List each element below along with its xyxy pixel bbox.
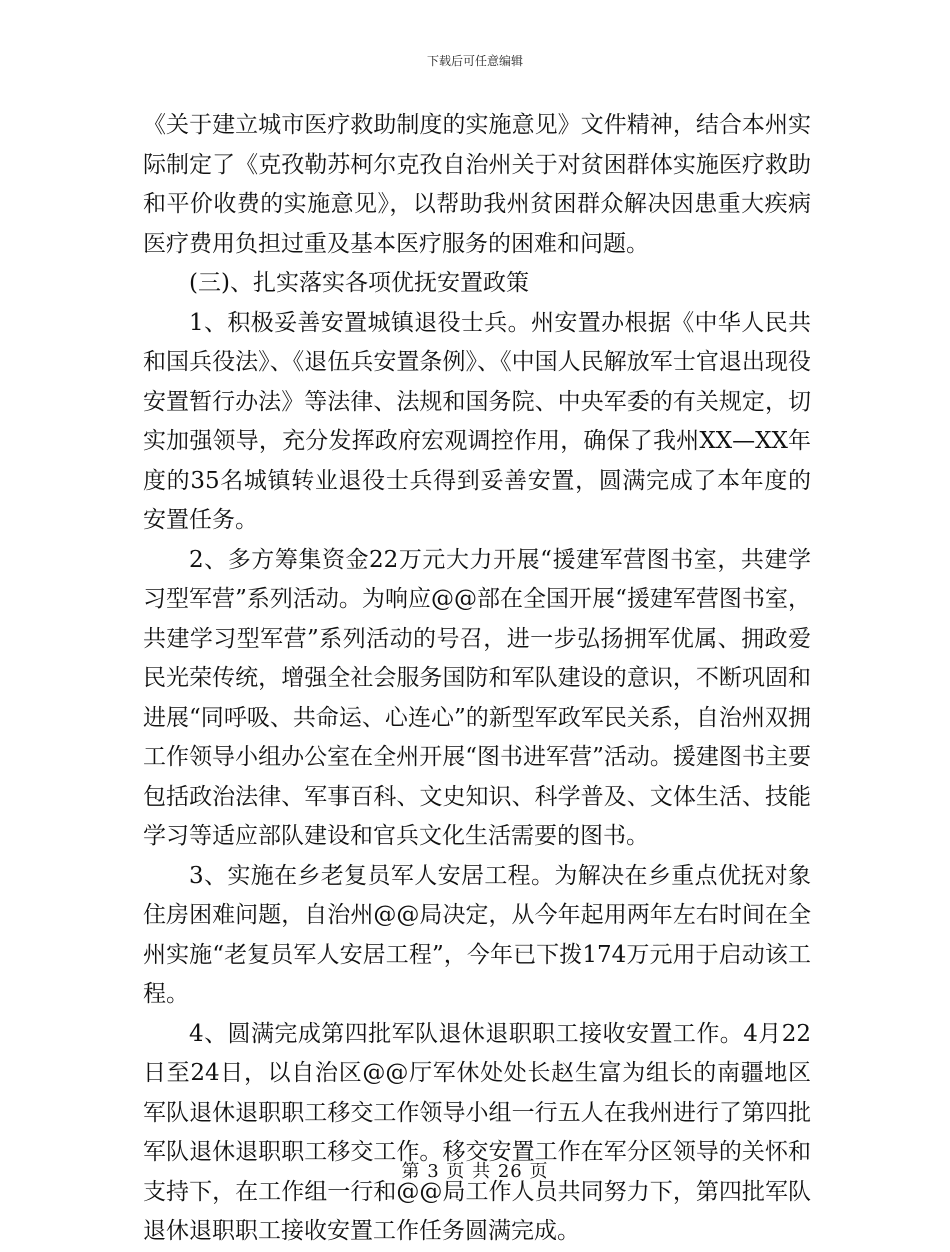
paragraph-3: 2、多方筹集资金22万元大力开展“援建军营图书室，共建学习型军营”系列活动。为响应@@部在全国开展“援建军营图书室，共建学习型军营”系列活动的号召，进一步弘扬拥军优属、拥政爱民光荣传统，增强全社会服务国防和军队建设的意识，不断巩固和进展“同呼吸、共命运、心连心”的新型军政军民关系，自治州双拥工作领导小组办公室在全州开展“图书进军营”活动。援建图书主要包括政治法律、军事百科、文史知识、科学普及、文体生活、技能学习等适应部队建设和官兵文化生活需要的图书。	[143, 546, 811, 849]
paragraph-2: 1、积极妥善安置城镇退役士兵。州安置办根据《中华人民共和国兵役法》、《退伍兵安置条例》、《中国人民解放军士官退出现役安置暂行办法》等法律、法规和国务院、中央军委的有关规定，切实加强领导，充分发挥政府宏观调控作用，确保了我州XX—XX年度的35名城镇转业退役士兵得到妥善安置，圆满完成了本年度的安置任务。	[143, 309, 811, 533]
paragraph-4: 3、实施在乡老复员军人安居工程。为解决在乡重点优抚对象住房困难问题，自治州@@局决定，从今年起用两年左右时间在全州实施“老复员军人安居工程”，今年已下拨174万元用于启动该工程。	[143, 862, 811, 1007]
paragraph-5: 4、圆满完成第四批军队退休退职职工接收安置工作。4月22日至24日，以自治区@@厅军休处处长赵生富为组长的南疆地区军队退休退职职工移交工作领导小组一行五人在我州进行了第四批军队退休退职职工移交工作。移交安置工作在军分区领导的关怀和支持下，在工作组一行和@@局工作人员共同努力下，第四批军队退休退职职工接收安置工作任务圆满完成。	[143, 1020, 811, 1244]
page-footer: 第 3 页 共 26 页	[401, 1161, 549, 1182]
section-heading: (三)、扎实落实各项优抚安置政策	[189, 270, 529, 296]
page-header: 下载后可任意编辑	[426, 54, 523, 68]
paragraph-1: 《关于建立城市医疗救助制度的实施意见》文件精神，结合本州实际制定了《克孜勒苏柯尔克孜自治州关于对贫困群体实施医疗救助和平价收费的实施意见》，以帮助我州贫困群众解决因患重大疾病医疗费用负担过重及基本医疗服务的困难和问题。	[143, 112, 811, 257]
document-body	[143, 106, 811, 1252]
